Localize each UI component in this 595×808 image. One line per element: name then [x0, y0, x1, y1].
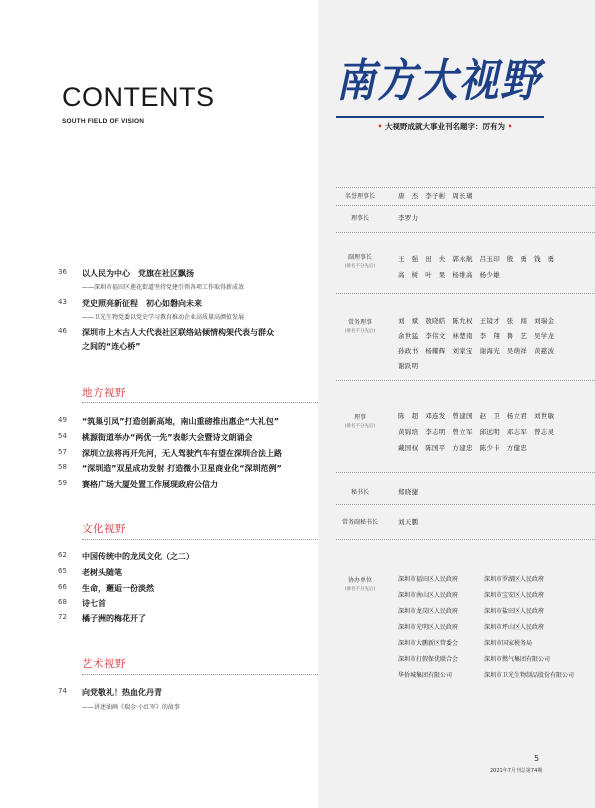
partners-label — [334, 575, 386, 592]
slogan-dot: • — [377, 122, 383, 131]
partner-item: 深圳市光明区人民政府 — [398, 624, 459, 631]
toc-title: 橘子洲的梅花开了 — [82, 614, 146, 623]
board-label: 秘书长 — [350, 489, 369, 496]
board-label-text: 理事 — [353, 414, 366, 421]
toc-subtitle: ——深圳市福田区莲花街道坚持党建引领各项工作取得新成效 — [82, 284, 245, 291]
board-names: 唐 杰 李子彬 周长瑚 — [398, 192, 473, 200]
toc-page-number: 54 — [58, 432, 67, 440]
toc-title: 诗七首 — [82, 599, 106, 608]
board-label-text: 常务理事 — [347, 319, 372, 326]
toc-title: 桃源街道举办“两优一先”表彰大会暨诗文朗诵会 — [82, 433, 253, 442]
toc-page-number: 59 — [58, 479, 67, 487]
section-divider — [82, 674, 318, 675]
toc-title: 深圳立法将再开先河，无人驾驶汽车有望在深圳合法上路 — [82, 449, 282, 458]
toc-title: 赛格广场大厦处置工作展现政府公信力 — [82, 480, 218, 489]
board-names: 刘 斌 敖晓皓 陈允权 王镜才 张 闯 刘瑞金 — [398, 317, 555, 325]
board-label — [334, 252, 386, 269]
partners-label-text: 协办单位 — [347, 577, 372, 584]
board-note: (排名不分先后) — [344, 264, 376, 269]
toc-page-number: 66 — [58, 583, 67, 591]
issue-label: 2021年7月刊总第74期 — [490, 768, 543, 774]
partner-item: 深圳市福田区人民政府 — [398, 576, 459, 583]
partner-item: 深圳市打假保优联合会 — [398, 656, 459, 663]
board-label — [334, 412, 386, 429]
section-heading: 地方视野 — [82, 387, 126, 399]
board-names: 陈 超 邓连发 曾建国 赵 卫 杨立君 刘世敏 — [398, 412, 555, 420]
toc-page-number: 43 — [58, 298, 67, 306]
board-names: 黄锦培 李志明 曾立军 邱远明 邓志军 曾志灵 — [398, 428, 555, 436]
slogan-dot: • — [507, 122, 513, 131]
row-divider — [336, 472, 595, 473]
toc-title: 生命，邂逅一份淡然 — [82, 584, 154, 593]
logo-underline — [336, 116, 544, 118]
row-divider — [336, 205, 595, 206]
toc-page-number: 49 — [58, 416, 67, 424]
partner-item: 深圳市南山区人民政府 — [398, 592, 459, 599]
partner-item: 深圳市罗湖区人民政府 — [484, 576, 545, 583]
section-heading: 艺术视野 — [82, 658, 126, 670]
toc-page-number: 58 — [58, 463, 67, 471]
board-label — [334, 317, 386, 334]
toc-title-continued: 之间的“连心桥” — [82, 342, 141, 351]
toc-title: “深圳造”双星成功发射 打造微小卫星商业化“深圳范例” — [82, 464, 282, 473]
board-label: 理事长 — [350, 215, 369, 222]
partner-item: 深圳市大鹏新区管委会 — [398, 640, 459, 647]
board-label-text: 副理事长 — [347, 254, 372, 261]
toc-title: 党史照亮新征程 初心如磐向未来 — [82, 299, 202, 308]
svg-text:南方大视野: 南方大视野 — [336, 54, 547, 107]
slogan-text: 大视野成就大事业刊名题字：厉有为 — [385, 122, 505, 131]
partner-item: 深圳市龙岗区人民政府 — [398, 608, 459, 615]
section-heading: 文化视野 — [82, 523, 126, 535]
partner-item: 深圳市宝安区人民政府 — [484, 592, 545, 599]
toc-subtitle: ——讲述油画《瑞金·小红军》的故事 — [82, 704, 180, 711]
slogan — [340, 121, 550, 132]
toc-page-number: 68 — [58, 598, 67, 606]
board-names: 李罗力 — [398, 214, 419, 222]
toc-page-number: 72 — [58, 613, 67, 621]
toc-page-number: 74 — [58, 687, 67, 695]
partner-item: 华侨城集团有限公司 — [398, 672, 453, 679]
row-divider — [336, 539, 595, 540]
toc-page-number: 36 — [58, 268, 67, 276]
partners-note: (排名不分先后) — [344, 587, 376, 592]
toc-title: 以人民为中心 党旗在社区飘扬 — [82, 269, 194, 278]
contents-subtitle: SOUTH FIELD OF VISION — [62, 118, 145, 125]
board-note: (排名不分先后) — [344, 329, 376, 334]
toc-subtitle: ——卫光生物党委以党史学习教育推动企业高质量高颜值发展 — [82, 314, 245, 321]
toc-title: 深圳市上木古人大代表社区联络站倾情构架代表与群众 — [82, 328, 274, 337]
toc-title: 老树头随笔 — [82, 568, 122, 577]
board-names: 刘天鹏 — [398, 518, 419, 526]
board-names: 王 强 田 夫 郭永航 吕玉印 殷 勇 钱 勇 — [398, 255, 555, 263]
toc-title: “筑巢引凤”打造创新高地，南山重磅推出惠企“大礼包” — [82, 417, 280, 426]
row-divider — [336, 293, 595, 294]
row-divider — [336, 380, 595, 381]
magazine-logo — [336, 48, 546, 106]
board-names: 余世猛 李伟文 林楚南 李 翔 鲁 艺 吴学龙 — [398, 332, 555, 340]
board-names: 谢跃明 — [398, 362, 419, 370]
section-divider — [82, 402, 318, 403]
partner-item: 深圳市国家税务局 — [484, 640, 533, 647]
partner-item: 深圳市燃气集团有限公司 — [484, 656, 551, 663]
board-names: 孙政书 杨耀辉 刘家宝 谢海光 吴萌祥 黄慈波 — [398, 347, 555, 355]
board-names: 郑晓捷 — [398, 488, 419, 496]
page-number: 5 — [534, 754, 540, 763]
toc-title: 向党敬礼！热血化丹青 — [82, 688, 162, 697]
toc-title: 中国传统中的龙凤文化（之二） — [82, 552, 194, 561]
partner-item: 深圳市坪山区人民政府 — [484, 624, 545, 631]
row-divider — [336, 187, 595, 188]
partner-item: 深圳市盐田区人民政府 — [484, 608, 545, 615]
toc-page-number: 65 — [58, 567, 67, 575]
toc-page-number: 46 — [58, 327, 67, 335]
contents-title: CONTENTS — [62, 82, 215, 112]
row-divider — [336, 504, 595, 505]
board-label: 名誉理事长 — [344, 193, 375, 200]
partner-item: 深圳市卫光生物制品股份有限公司 — [484, 672, 575, 679]
row-divider — [336, 232, 595, 233]
board-names: 戴国权 陈国平 方建忠 陈少卡 方健忠 — [398, 444, 528, 452]
toc-page-number: 62 — [58, 551, 67, 559]
board-names: 高 树 叶 果 杨维高 杨少雄 — [398, 271, 500, 279]
section-divider — [82, 539, 318, 540]
board-label: 常务副秘书长 — [341, 519, 378, 526]
board-note: (排名不分先后) — [344, 424, 376, 429]
toc-page-number: 57 — [58, 448, 67, 456]
